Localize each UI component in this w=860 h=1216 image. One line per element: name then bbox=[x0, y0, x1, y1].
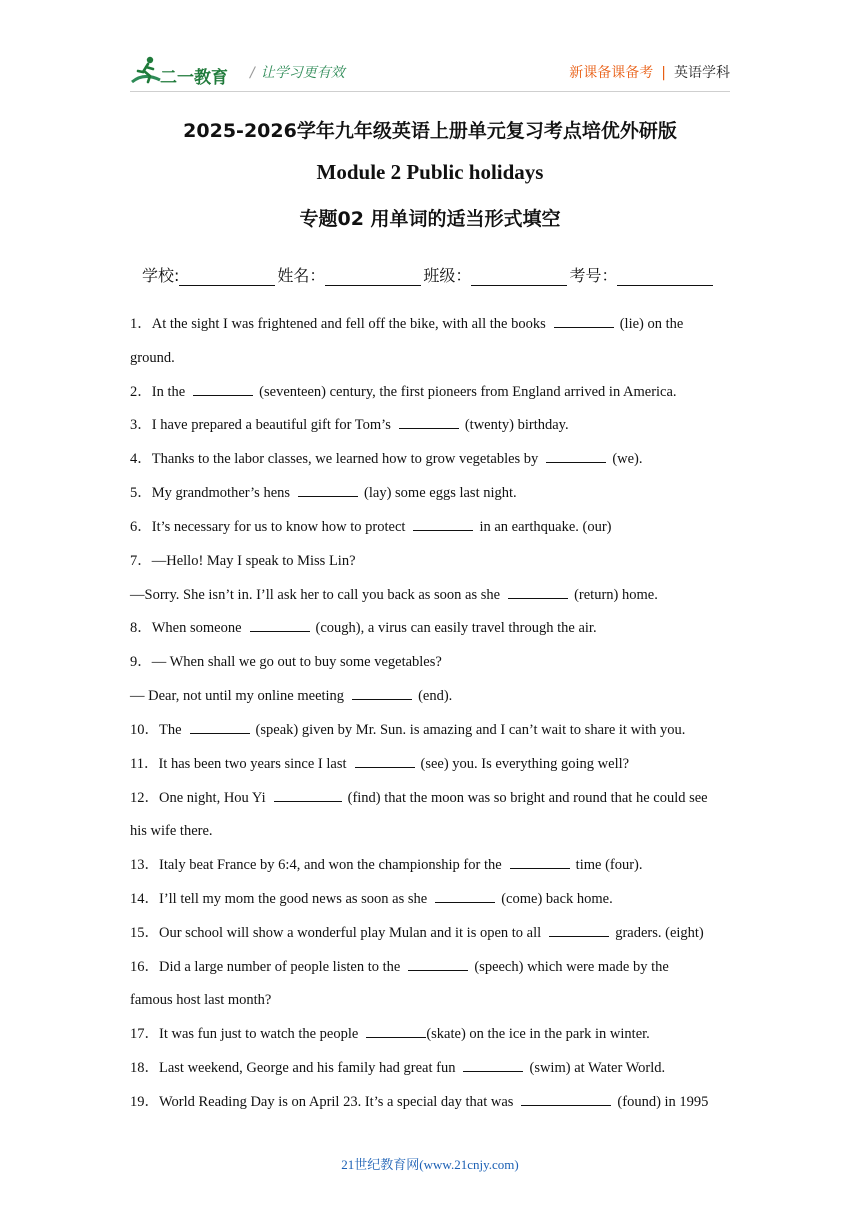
q7-text-after: (return) home. bbox=[574, 587, 658, 603]
question-4 bbox=[130, 449, 643, 469]
q12-text: 12．One night, Hou Yi bbox=[130, 790, 266, 806]
q12-text-after: (find) that the moon was so bright and round that he could see bbox=[347, 790, 708, 806]
question-12-cont: his wife there. bbox=[130, 823, 213, 839]
question-5 bbox=[130, 483, 517, 503]
exam-no-label: 考号： bbox=[569, 266, 618, 285]
q1-text-after: (lie) on the bbox=[619, 316, 684, 332]
question-15 bbox=[130, 923, 704, 943]
header-divider bbox=[130, 91, 730, 92]
class-blank[interactable] bbox=[471, 267, 567, 286]
question-6 bbox=[130, 517, 612, 537]
q2-text-after: (seventeen) century, the first pioneers from England arrived in America. bbox=[259, 384, 677, 400]
question-16-cont: famous host last month? bbox=[130, 992, 272, 1008]
q6-text-after: in an earthquake. (our) bbox=[479, 519, 612, 535]
runner-logo-icon bbox=[130, 54, 164, 88]
question-9: 9．— When shall we go out to buy some vegetables? bbox=[130, 654, 442, 670]
school-label: 学校: bbox=[142, 266, 180, 285]
logo-text: 二一教育 bbox=[160, 68, 228, 88]
question-2 bbox=[130, 382, 677, 402]
q18-text-after: (swim) at Water World. bbox=[529, 1060, 666, 1076]
header-separator: | bbox=[661, 65, 666, 81]
q3-blank[interactable] bbox=[399, 416, 459, 429]
module-title: Module 2 Public holidays bbox=[316, 160, 544, 184]
q1-blank[interactable] bbox=[554, 315, 614, 328]
q13-text: 13．Italy beat France by 6:4, and won the championship for the bbox=[130, 857, 502, 873]
q4-text-after: (we). bbox=[612, 451, 643, 467]
q11-text: 11．It has been two years since I last bbox=[130, 756, 347, 772]
q8-text: 8．When someone bbox=[130, 620, 242, 636]
school-blank[interactable] bbox=[179, 267, 275, 286]
q5-blank[interactable] bbox=[298, 484, 358, 497]
question-13 bbox=[130, 855, 643, 875]
question-3 bbox=[130, 415, 569, 435]
question-19 bbox=[130, 1092, 708, 1112]
q1-text: 1．At the sight I was frightened and fell off the bike, with all the books bbox=[130, 316, 546, 332]
q8-text-after: (cough), a virus can easily travel through the air. bbox=[315, 620, 597, 636]
q14-text: 14．I’ll tell my mom the good news as soon as she bbox=[130, 891, 428, 907]
q6-blank[interactable] bbox=[413, 518, 473, 531]
q15-text-after: graders. (eight) bbox=[615, 925, 704, 941]
question-18 bbox=[130, 1058, 665, 1078]
question-10 bbox=[130, 720, 685, 740]
q11-blank[interactable] bbox=[355, 755, 415, 768]
q5-text-after: (lay) some eggs last night. bbox=[364, 485, 517, 501]
q11-text-after: (see) you. Is everything going well? bbox=[420, 756, 630, 772]
class-label: 班级： bbox=[423, 266, 472, 285]
q8-blank[interactable] bbox=[250, 619, 310, 632]
topic-title: 专题02 用单词的适当形式填空 bbox=[299, 208, 561, 230]
page-header bbox=[130, 52, 730, 92]
header-right bbox=[569, 62, 730, 82]
q16-text-after: (speech) which were made by the bbox=[474, 959, 669, 975]
question-9-reply bbox=[130, 686, 452, 706]
name-label: 姓名： bbox=[277, 266, 326, 285]
q7-blank[interactable] bbox=[508, 586, 568, 599]
q6-text: 6．It’s necessary for us to know how to protect bbox=[130, 519, 406, 535]
header-subject: 英语学科 bbox=[674, 65, 730, 81]
q17-text-after: (skate) on the ice in the park in winter. bbox=[426, 1026, 650, 1042]
slogan: / 让学习更有效 bbox=[250, 65, 345, 81]
question-14 bbox=[130, 889, 613, 909]
q3-text: 3．I have prepared a beautiful gift for Tom’s bbox=[130, 417, 391, 433]
header-right-label: 新课备课备考 bbox=[569, 65, 654, 81]
q9-text-after: (end). bbox=[418, 688, 453, 704]
q5-text: 5．My grandmother’s hens bbox=[130, 485, 291, 501]
student-info-line bbox=[142, 263, 715, 286]
q19-text: 19．World Reading Day is on April 23. It’s a special day that was bbox=[130, 1094, 514, 1110]
q4-blank[interactable] bbox=[546, 450, 606, 463]
q19-blank[interactable] bbox=[521, 1093, 611, 1106]
q12-blank[interactable] bbox=[274, 789, 342, 802]
footer-link[interactable]: 21世纪教育网(www.21cnjy.com) bbox=[341, 1157, 519, 1172]
question-16 bbox=[130, 957, 669, 977]
question-1-cont: ground. bbox=[130, 350, 175, 366]
q17-blank[interactable] bbox=[366, 1025, 426, 1038]
exam-no-blank[interactable] bbox=[617, 267, 713, 286]
q18-blank[interactable] bbox=[463, 1059, 523, 1072]
question-1 bbox=[130, 314, 683, 334]
q9-blank[interactable] bbox=[352, 687, 412, 700]
question-11 bbox=[130, 754, 629, 774]
question-8 bbox=[130, 618, 597, 638]
q13-blank[interactable] bbox=[510, 856, 570, 869]
q16-blank[interactable] bbox=[408, 958, 468, 971]
q19-text-after: (found) in 1995 bbox=[617, 1094, 709, 1110]
name-blank[interactable] bbox=[325, 267, 421, 286]
question-12 bbox=[130, 788, 708, 808]
q10-text-after: (speak) given by Mr. Sun. is amazing and I can’t wait to share it with you. bbox=[255, 722, 686, 738]
q9-text: — Dear, not until my online meeting bbox=[130, 688, 345, 704]
logo bbox=[130, 54, 238, 88]
q15-blank[interactable] bbox=[549, 924, 609, 937]
q4-text: 4．Thanks to the labor classes, we learned how to grow vegetables by bbox=[130, 451, 539, 467]
question-7: 7．—Hello! May I speak to Miss Lin? bbox=[130, 553, 356, 569]
q18-text: 18．Last weekend, George and his family had great fun bbox=[130, 1060, 456, 1076]
main-title: 2025-2026学年九年级英语上册单元复习考点培优外研版 bbox=[183, 120, 677, 142]
q3-text-after: (twenty) birthday. bbox=[464, 417, 569, 433]
q14-blank[interactable] bbox=[435, 890, 495, 903]
question-7-reply bbox=[130, 585, 658, 605]
q17-text: 17．It was fun just to watch the people bbox=[130, 1026, 359, 1042]
question-17 bbox=[130, 1024, 650, 1044]
q10-text: 10．The bbox=[130, 722, 182, 738]
q16-text: 16．Did a large number of people listen to the bbox=[130, 959, 401, 975]
slogan-text: 让学习更有效 bbox=[260, 65, 345, 81]
q14-text-after: (come) back home. bbox=[501, 891, 613, 907]
q15-text: 15．Our school will show a wonderful play Mulan and it is open to all bbox=[130, 925, 542, 941]
q2-blank[interactable] bbox=[193, 383, 253, 396]
q2-text: 2．In the bbox=[130, 384, 186, 400]
q13-text-after: time (four). bbox=[575, 857, 643, 873]
q10-blank[interactable] bbox=[190, 721, 250, 734]
q7-text: —Sorry. She isn’t in. I’ll ask her to call you back as soon as she bbox=[130, 587, 501, 603]
